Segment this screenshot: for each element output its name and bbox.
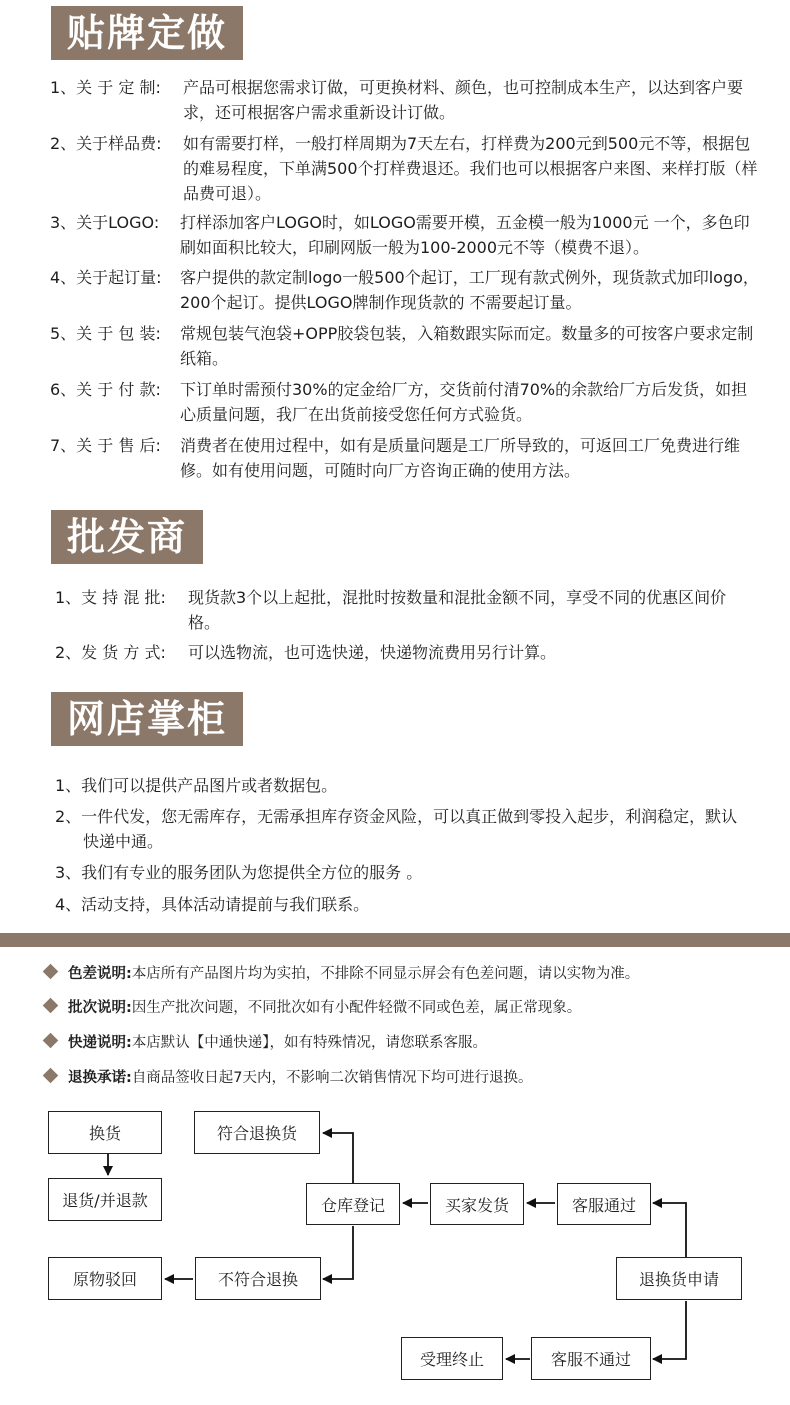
item-text: 可以选物流，也可选快递，快递物流费用另行计算。 bbox=[188, 643, 557, 662]
shop-item: 4、活动支持，具体活动请提前与我们联系。 bbox=[55, 895, 370, 914]
flow-box-apply: 退换货申请 bbox=[616, 1257, 742, 1300]
item-text: 打样添加客户LOGO时，如LOGO需要开模，五金模一般为1000元 一个，多色印刷如面积比较大，印刷网版一般为100-2000元不等（模费不退）。 bbox=[180, 213, 750, 257]
shop-item: 1、我们可以提供产品图片或者数据包。 bbox=[55, 776, 338, 795]
flow-box-terminate: 受理终止 bbox=[401, 1337, 503, 1380]
note-title: 批次说明: bbox=[68, 1000, 132, 1016]
flow-box-cs-pass: 客服通过 bbox=[557, 1183, 651, 1225]
flow-box-warehouse: 仓库登记 bbox=[306, 1183, 400, 1225]
flow-box-exchange: 换货 bbox=[48, 1111, 162, 1154]
item-label: 2、关于样品费: bbox=[50, 134, 162, 153]
note-title: 退换承诺: bbox=[68, 1070, 132, 1086]
flow-box-eligible: 符合退换货 bbox=[194, 1111, 320, 1154]
item-label: 3、关于LOGO: bbox=[50, 213, 160, 232]
flow-box-cs-fail: 客服不通过 bbox=[531, 1337, 651, 1380]
section-title-shop: 网店掌柜 bbox=[51, 692, 243, 746]
section-title-wholesale: 批发商 bbox=[51, 510, 203, 564]
item-text: 产品可根据您需求订做，可更换材料、颜色，也可控制成本生产，以达到客户要求，还可根据客户需求重新设计订做。 bbox=[183, 78, 744, 122]
item-text: 客户提供的款定制logo一般500个起订，工厂现有款式例外，现货款式加印logo，200个起订。提供LOGO牌制作现货款的 不需要起订量。 bbox=[180, 268, 759, 312]
note-text: 本店默认【中通快递】，如有特殊情况，请您联系客服。 bbox=[131, 1035, 488, 1051]
flow-box-buyer-ship: 买家发货 bbox=[430, 1183, 524, 1225]
note-title: 色差说明: bbox=[68, 966, 132, 982]
note-text: 本店所有产品图片均为实拍，不排除不同显示屏会有色差问题，请以实物为准。 bbox=[131, 966, 640, 982]
item-text: 如有需要打样，一般打样周期为7天左右，打样费为200元到500元不等，根据包的难易程度，下单满500个打样费退还。我们也可以根据客户来图、来样打版（样品费可退）。 bbox=[183, 134, 758, 203]
item-label: 7、关 于 售 后: bbox=[50, 436, 161, 455]
item-label: 2、发 货 方 式: bbox=[55, 643, 166, 662]
note-text: 因生产批次问题，不同批次如有小配件轻微不同或色差，属正常现象。 bbox=[131, 1000, 582, 1016]
note-text: 自商品签收日起7天内，不影响二次销售情况下均可进行退换。 bbox=[131, 1070, 533, 1086]
shop-item: 2、一件代发，您无需库存，无需承担库存资金风险，可以真正做到零投入起步，利润稳定，默认快递中通。 bbox=[55, 807, 738, 851]
item-text: 消费者在使用过程中，如有是质量问题是工厂所导致的，可返回工厂免费进行维修。如有使用问题，可随时向厂方咨询正确的使用方法。 bbox=[180, 436, 741, 480]
flow-box-refund: 退货/并退款 bbox=[48, 1178, 162, 1221]
item-label: 6、关 于 付 款: bbox=[50, 380, 161, 399]
flow-box-not-eligible: 不符合退换 bbox=[195, 1257, 321, 1300]
item-text: 下订单时需预付30%的定金给厂方，交货前付清70%的余款给厂方后发货，如担心质量问题，我厂在出货前接受您任何方式验货。 bbox=[180, 380, 748, 424]
item-label: 1、支 持 混 批: bbox=[55, 588, 166, 607]
item-text: 现货款3个以上起批，混批时按数量和混批金额不同，享受不同的优惠区间价格。 bbox=[188, 588, 727, 632]
item-label: 5、关 于 包 装: bbox=[50, 324, 161, 343]
note-title: 快递说明: bbox=[68, 1035, 132, 1051]
shop-item: 3、我们有专业的服务团队为您提供全方位的服务 。 bbox=[55, 863, 423, 882]
item-label: 4、关于起订量: bbox=[50, 268, 162, 287]
flow-box-return-original: 原物驳回 bbox=[48, 1257, 162, 1300]
item-label: 1、关 于 定 制: bbox=[50, 78, 161, 97]
section-title-custom: 贴牌定做 bbox=[51, 6, 243, 60]
item-text: 常规包装气泡袋+OPP胶袋包装，入箱数跟实际而定。数量多的可按客户要求定制纸箱。 bbox=[180, 324, 754, 368]
